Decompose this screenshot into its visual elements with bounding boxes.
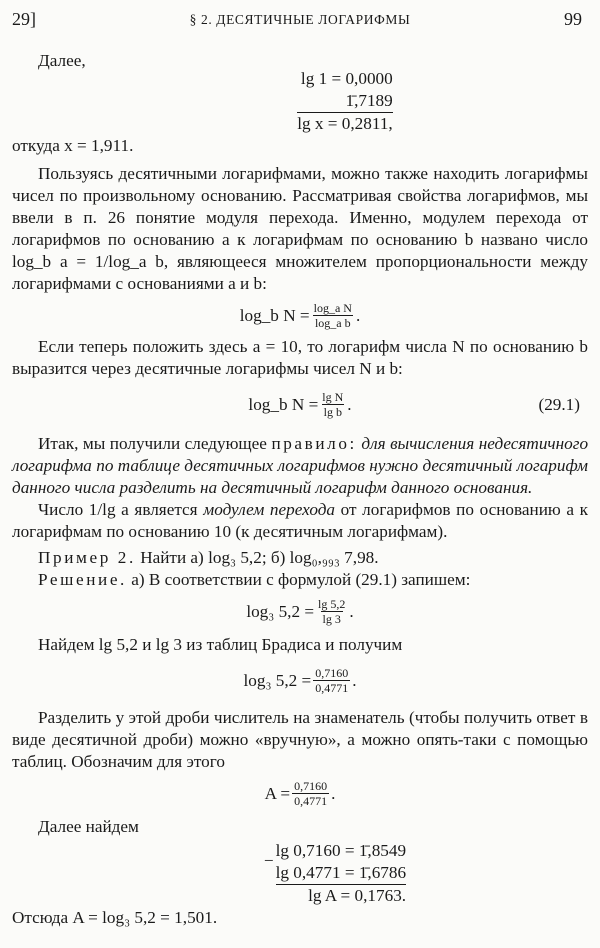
- formula4-denominator: 0,4771: [315, 681, 349, 695]
- example-text: Найти а) log₃ 5,2; б) log₀,₉₉₃ 7,98.: [140, 548, 379, 567]
- paragraph-modulus: [12, 499, 588, 543]
- modulus-b: модулем перехода: [203, 500, 336, 519]
- dalee-line: Далее,: [38, 51, 86, 70]
- example-line: [12, 547, 588, 569]
- paragraph-if-a-10: Если теперь положить здесь a = 10, то логарифм числа N по основанию b выразится через десятичные логарифмы чисел N и b:: [12, 337, 588, 378]
- calc1-result: lg x = 0,2811,: [297, 114, 393, 133]
- formula-1: [12, 301, 588, 330]
- formula3-numerator: lg 5,2: [318, 597, 346, 611]
- formula-2: [12, 390, 588, 419]
- formula2-fraction: [320, 390, 345, 419]
- paragraph-rule: [12, 433, 588, 499]
- formula4-fraction: [313, 666, 350, 695]
- equation-number: (29.1): [538, 394, 580, 414]
- calc2-line2: lg 0,4771 = 1̄,6786: [276, 862, 406, 885]
- formula-3: [12, 597, 588, 626]
- calc-block-1: [12, 68, 588, 135]
- final-line: Отсюда A = log₃ 5,2 = 1,501.: [12, 908, 218, 927]
- formula1-lhs: log_b N =: [239, 305, 310, 325]
- formula2-denominator: lg b: [323, 405, 342, 419]
- formula3-end: .: [349, 601, 354, 621]
- formula-4: [12, 666, 588, 695]
- calc2-minus: −: [263, 851, 274, 870]
- formula5-denominator: 0,4771: [294, 794, 328, 808]
- formula4-lhs: log₃ 5,2 =: [243, 670, 312, 690]
- modulus-c: от логарифмов по основанию a к логарифмам по основанию 10 (к десятичным логарифмам).: [12, 500, 589, 541]
- running-header: [12, 8, 588, 34]
- formula3-fraction: [316, 597, 347, 626]
- formula3-lhs: log₃ 5,2 =: [246, 601, 315, 621]
- rule-text: для вычисления недесятичного логарифма по таблице десятичных логарифмов нужно десятичный логарифм данного числа разделить на десятичный логарифм данного основания.: [12, 434, 589, 497]
- formula4-numerator: 0,7160: [315, 666, 349, 680]
- example-word: Пример 2.: [38, 548, 136, 567]
- calc-block-2: [12, 840, 588, 907]
- solution-word: Решение.: [38, 570, 127, 589]
- formula5-fraction: [292, 779, 329, 808]
- calc1-line2: 1̄,7189: [297, 90, 392, 113]
- formula1-end: .: [355, 305, 361, 325]
- book-page: [12, 8, 588, 929]
- formula5-end: .: [331, 783, 336, 803]
- calc1-line1: lg 1 = 0,0000: [300, 69, 393, 88]
- modulus-a: Число 1/lg a является: [38, 500, 198, 519]
- chapter-title: § 2. ДЕСЯТИЧНЫЕ ЛОГАРИФМЫ: [189, 12, 411, 27]
- formula2-lhs: log_b N =: [248, 394, 319, 414]
- rule-word: правило:: [271, 434, 357, 453]
- formula2-numerator: lg N: [322, 390, 344, 404]
- solution-line: [12, 569, 588, 591]
- rule-lead: Итак, мы получили следующее: [38, 434, 267, 453]
- solution-text: а) В соответствии с формулой (29.1) запишем:: [131, 570, 471, 589]
- formula1-denominator: log_a b: [314, 316, 351, 330]
- formula1-fraction: [312, 301, 354, 330]
- formula2-end: .: [347, 394, 352, 414]
- formula5-lhs: A =: [264, 783, 291, 803]
- section-marker: 29]: [12, 9, 36, 29]
- dalee-naidem: Далее найдем: [38, 817, 139, 836]
- formula-5: [12, 779, 588, 808]
- formula5-numerator: 0,7160: [294, 779, 328, 793]
- page-number: 99: [564, 9, 582, 29]
- paragraph-base-change: Пользуясь десятичными логарифмами, можно также находить логарифмы чисел по произвольному основанию. Рассматривая свойства логарифмов, мы ввели в п. 26 понятие модуля перехода. Именно, модулем перехода от логарифмов по основанию a к логарифмам по основанию b названо число log_b a = 1/log_a b, являющееся множителем пропорциональности между логарифмами с основаниями a и b:: [12, 164, 588, 293]
- calc2-result: lg A = 0,1763.: [308, 886, 407, 905]
- formula4-end: .: [352, 670, 357, 690]
- calc2-line1: lg 0,7160 = 1̄,8549: [275, 841, 407, 860]
- paragraph-bradis: Найдем lg 5,2 и lg 3 из таблиц Брадиса и получим: [38, 635, 403, 654]
- formula1-numerator: log_a N: [313, 301, 352, 315]
- formula3-denominator: lg 3: [322, 612, 341, 626]
- otkuda-line: откуда x = 1,911.: [12, 136, 134, 155]
- paragraph-division: Разделить у этой дроби числитель на знаменатель (чтобы получить ответ в виде десятичной дроби) можно «вручную», а можно опять-таки с помощью таблиц. Обозначим для этого: [12, 708, 588, 771]
